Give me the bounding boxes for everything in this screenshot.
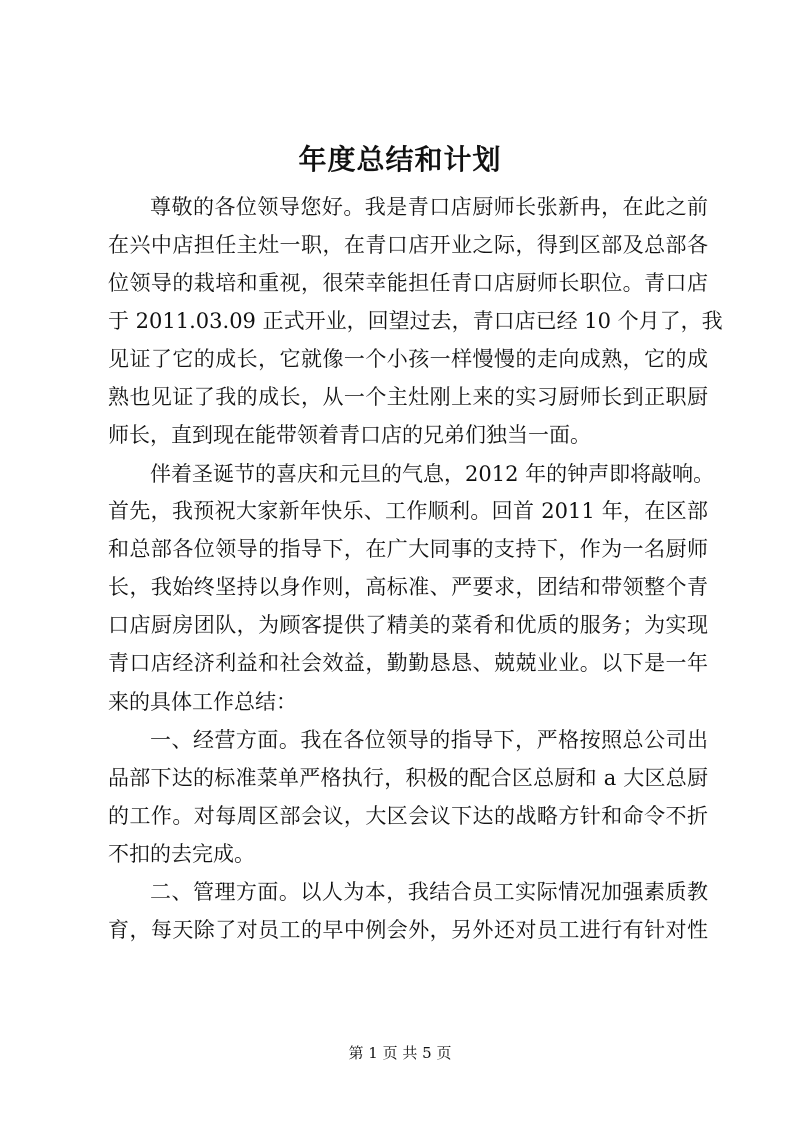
text-line: 见证了它的成长，它就像一个小孩一样慢慢的走向成熟，它的成 [108,347,708,371]
page-number: 第 1 页 共 5 页 [348,1044,452,1062]
text-line: 位领导的栽培和重视，很荣幸能担任青口店厨师长职位。青口店 [108,271,708,295]
text-line: 二、管理方面。以人为本，我结合员工实际情况加强素质教 [150,880,708,904]
text-line: 口店厨房团队，为顾客提供了精美的菜肴和优质的服务；为实现 [108,613,708,637]
text-line: 熟也见证了我的成长，从一个主灶刚上来的实习厨师长到正职厨 [108,385,708,409]
text-line: 于 2011.03.09 正式开业，回望过去，青口店已经 10 个月了，我 [108,309,723,333]
text-line: 育，每天除了对员工的早中例会外，另外还对员工进行有针对性 [108,918,708,942]
text-line: 的工作。对每周区部会议，大区会议下达的战略方针和命令不折 [108,804,708,828]
text-line: 品部下达的标准菜单严格执行，积极的配合区总厨和 a 大区总厨 [108,766,708,790]
text-line: 长，我始终坚持以身作则，高标准、严要求，团结和带领整个青 [108,575,708,599]
text-line: 青口店经济利益和社会效益，勤勤恳恳、兢兢业业。以下是一年 [108,651,708,675]
text-line: 一、经营方面。我在各位领导的指导下，严格按照总公司出 [150,728,708,752]
text-line: 伴着圣诞节的喜庆和元旦的气息，2012 年的钟声即将敲响。 [150,462,715,486]
text-line: 师长，直到现在能带领着青口店的兄弟们独当一面。 [108,423,591,447]
text-line: 不扣的去完成。 [108,842,255,866]
text-line: 首先，我预祝大家新年快乐、工作顺利。回首 2011 年，在区部 [108,499,708,523]
document-title: 年度总结和计划 [298,143,502,176]
text-line: 来的具体工作总结： [108,690,297,714]
text-line: 尊敬的各位领导您好。我是青口店厨师长张新冉，在此之前 [150,195,708,219]
text-line: 在兴中店担任主灶一职，在青口店开业之际，得到区部及总部各 [108,233,708,257]
text-line: 和总部各位领导的指导下，在广大同事的支持下，作为一名厨师 [108,537,708,561]
